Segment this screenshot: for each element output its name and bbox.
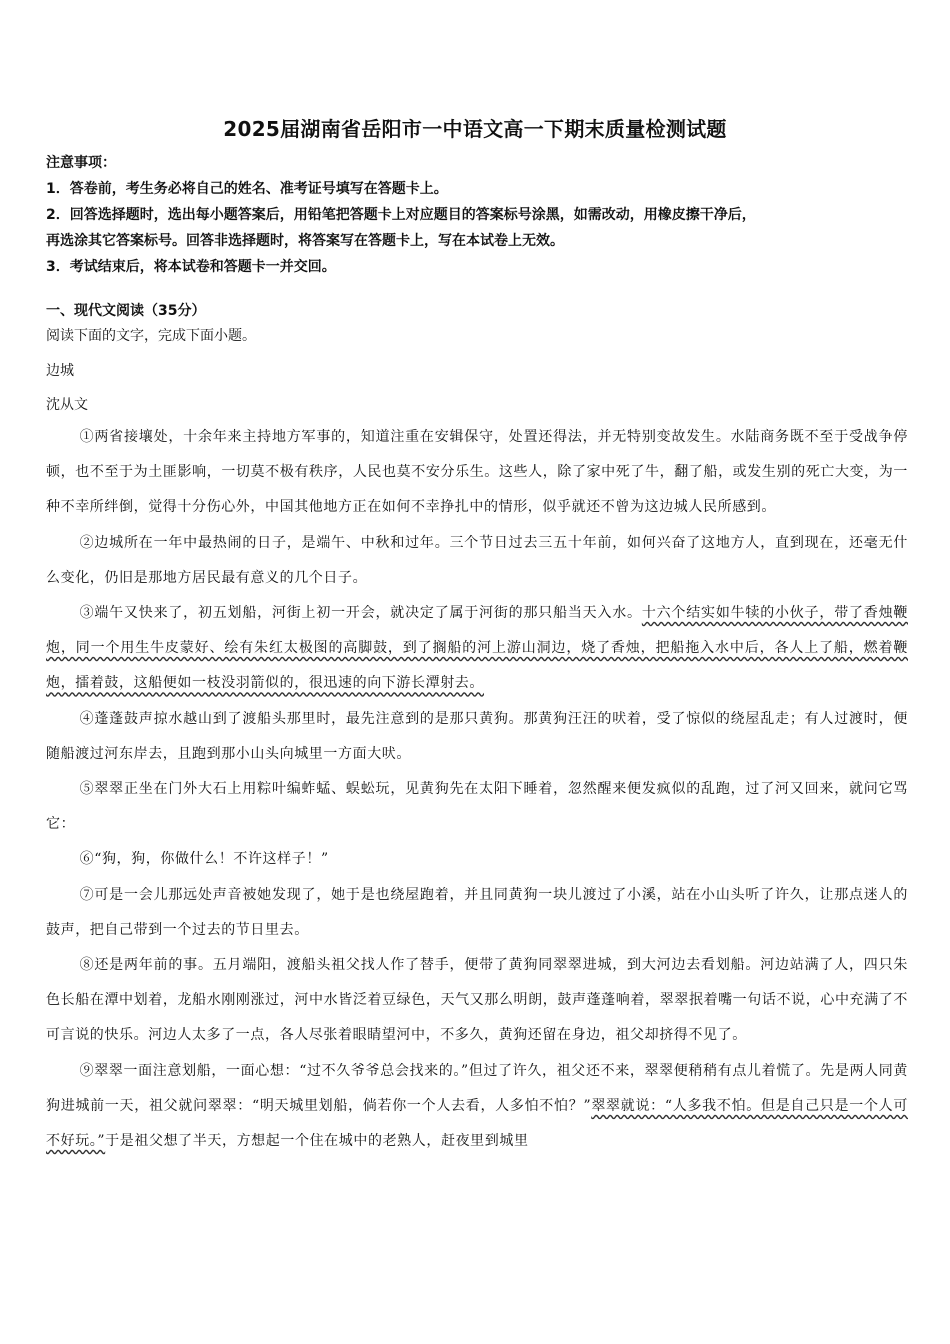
paragraph-3-text: ③端午又快来了，初五划船，河街上初一开会，就决定了属于河街的那只船当天入水。 <box>79 605 642 622</box>
paragraph-8: ⑧还是两年前的事。五月端阳，渡船头祖父找人作了替手，便带了黄狗同翠翠进城，到大河边去看划船。河边站满了人，四只朱色长船在潭中划着，龙船水刚刚涨过，河中水皆泛着豆绿色，天气又那么明朗，鼓声蓬蓬响着，翠翠抿着嘴一句话不说，心中充满了不可言说的快乐。河边人太多了一点，各人尽张着眼睛望河中，不多久，黄狗还留在身边，祖父却挤得不见了。 <box>46 957 908 1044</box>
paragraph-3 <box>46 596 908 702</box>
paragraph-9-text: ⑨翠翠一面注意划船，一面心想：“过不久爷爷总会找来的。”但过了许久，祖父还不来，翠翠便稍稍有点儿着慌了。先是两人同黄狗进城前一天，祖父就问翠翠：“明天城里划船，倘若你一个人去看，人多怕不怕？” <box>46 1062 908 1114</box>
notice-item-2a: 2．回答选择题时，选出每小题答案后，用铅笔把答题卡上对应题目的答案标号涂黑，如需改动，用橡皮擦干净后， <box>46 207 756 223</box>
paragraph-6: ⑥“狗，狗，你做什么！不许这样子！” <box>79 851 329 868</box>
paragraph-7: ⑦可是一会儿那远处声音被她发现了，她于是也绕屋跑着，并且同黄狗一块儿渡过了小溪，站在小山头听了许久，让那点迷人的鼓声，把自己带到一个过去的节日里去。 <box>46 886 908 938</box>
paragraph-9 <box>46 1054 908 1160</box>
notice-item-1: 1．答卷前，考生务必将自己的姓名、准考证号填写在答题卡上。 <box>46 181 448 197</box>
notice-block <box>46 150 916 280</box>
passage-body <box>46 420 908 1159</box>
notice-heading: 注意事项： <box>46 155 116 171</box>
paragraph-2: ②边城所在一年中最热闹的日子，是端午、中秋和过年。三个节日过去三五十年前，如何兴奋了这地方人，直到现在，还毫无什么变化，仍旧是那地方居民最有意义的几个日子。 <box>46 534 908 586</box>
work-title: 边城 <box>46 363 74 379</box>
paragraph-9-underlined: 翠翠就说：“人多我不怕。但是自己只是一个人可不好玩。” <box>46 1097 908 1150</box>
notice-item-2b: 再选涂其它答案标号。回答非选择题时，将答案写在答题卡上，写在本试卷上无效。 <box>46 233 564 249</box>
document-title: 2025届湖南省岳阳市一中语文高一下期末质量检测试题 <box>223 117 727 141</box>
paragraph-4: ④蓬蓬鼓声掠水越山到了渡船头那里时，最先注意到的是那只黄狗。那黄狗汪汪的吠着，受了惊似的绕屋乱走；有人过渡时，便随船渡过河东岸去，且跑到那小山头向城里一方面大吠。 <box>46 710 908 762</box>
section-heading: 一、现代文阅读（35分） <box>46 303 206 319</box>
reading-instruction: 阅读下面的文字，完成下面小题。 <box>46 328 256 344</box>
paragraph-5: ⑤翠翠正坐在门外大石上用粽叶编蚱蜢、蜈蚣玩，见黄狗先在太阳下睡着，忽然醒来便发疯似的乱跑，过了河又回来，就问它骂它： <box>46 781 908 833</box>
paragraph-9-tail: 于是祖父想了半天，方想起一个住在城中的老熟人，赶夜里到城里 <box>105 1133 529 1150</box>
notice-item-3: 3．考试结束后，将本试卷和答题卡一并交回。 <box>46 259 336 275</box>
paragraph-3-underlined: 十六个结实如牛犊的小伙子，带了香烛鞭炮，同一个用生牛皮蒙好、绘有朱红太极图的高脚鼓，到了搁船的河上游山洞边，烧了香烛，把船拖入水中后，各人上了船，燃着鞭炮，擂着鼓，这船便如一枝没羽箭似的，很迅速的向下游长潭射去。 <box>46 605 908 692</box>
author-name: 沈从文 <box>46 397 88 413</box>
paragraph-1: ①两省接壤处，十余年来主持地方军事的，知道注重在安辑保守，处置还得法，并无特别变故发生。水陆商务既不至于受战争停顿，也不至于为土匪影响，一切莫不极有秩序，人民也莫不安分乐生。这些人，除了家中死了牛，翻了船，或发生别的死亡大变，为一种不幸所绊倒，觉得十分伤心外，中国其他地方正在如何不幸挣扎中的情形，似乎就还不曾为这边城人民所感到。 <box>46 429 908 516</box>
